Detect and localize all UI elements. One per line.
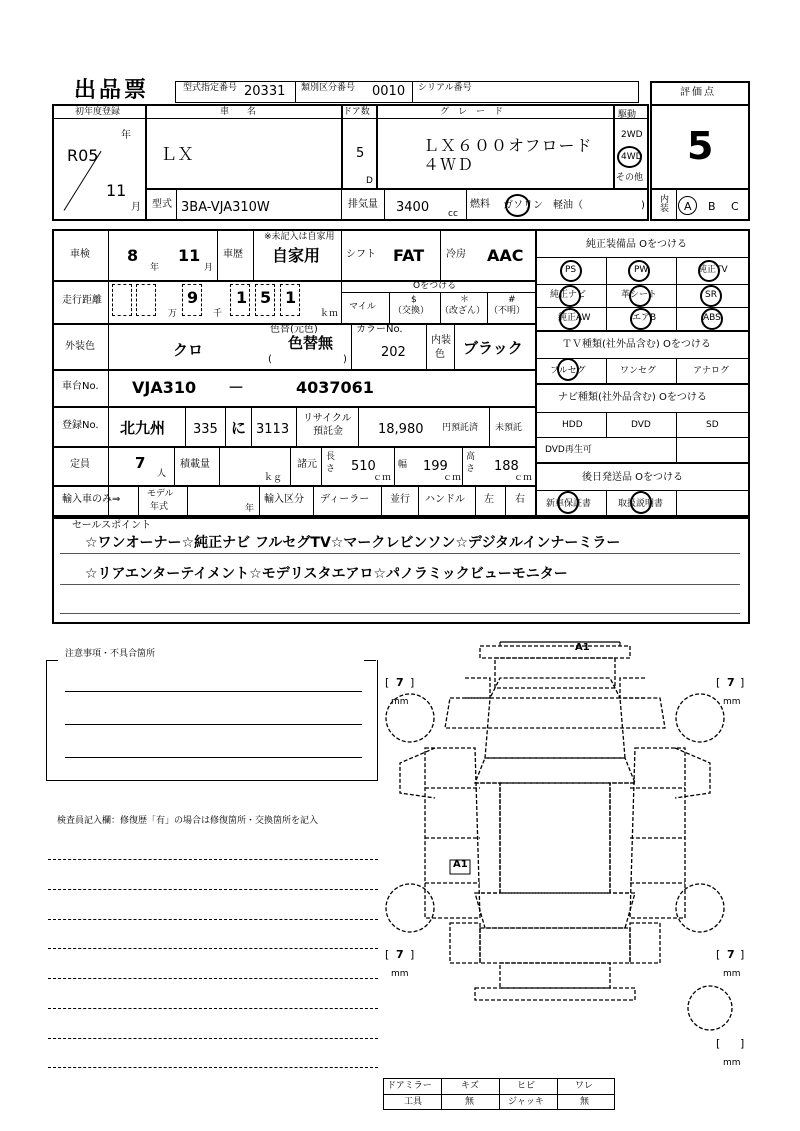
legend-r3: 無 [580,1097,590,1107]
mileage-sen: 千 [213,309,223,319]
tire-fl-bracket: [ [385,676,390,689]
equip-pw: PW [634,265,649,275]
length-unit: ｃｍ [373,473,392,483]
interior-color-label2: 色 [435,349,445,360]
recycle-label2: 預託金 [313,426,343,437]
import-dealer: ディーラー [320,494,370,505]
equip-ps: PS [565,265,577,275]
equip-aw: 純正AW [558,313,591,323]
mileage-unknown-a: # [508,295,516,305]
chassis-number: 4037061 [296,378,374,397]
model-year-label2: 年式 [150,502,169,512]
legend-r0: 工具 [404,1097,423,1107]
load-label: 積載量 [180,459,210,470]
fuel-gasoline-circle [505,194,530,217]
tire-fr-bracket: [ [716,676,721,689]
later-manual: 取扱説明書 [618,499,664,509]
serial-label: シリアル番号 [418,83,472,93]
class-no-label: 類別区分番号 [301,83,356,93]
import-parallel: 並行 [390,494,410,505]
ac-label: 冷房 [446,249,466,260]
model-year-unit: 年 [245,504,255,514]
history-note: ※未記入は自家用 [264,232,335,242]
interior-color-value: ブラック [463,339,523,357]
legend-h0: ドアミラー [387,1081,432,1091]
grade-label: グ レ ー ド [440,107,504,117]
inspection-year-unit: 年 [150,263,160,273]
tire-spare-bracket: [ [716,1037,721,1050]
recycle-label1: リサイクル [303,413,352,424]
recycle-value: 18,980 [378,422,424,437]
notes-label: 注意事項・不具合箇所 [65,649,156,659]
model-year-label1: モデル [147,489,174,499]
mileage-digit1: 9 [187,288,199,307]
interior-a-circle [678,196,697,215]
capacity-value: 7 [135,454,146,472]
inspection-month-unit: 月 [204,263,214,273]
width-unit: ｃｍ [443,473,462,483]
registration-number: 3113 [256,422,290,437]
drive-4wd-circle [617,146,642,168]
tire-rl-bracket: [ [385,948,390,961]
sales-point-line2: ☆リアエンターテイメント☆モデリスタエアロ☆パノラミックビューモニター [85,566,568,582]
navi-dvd-play: DVD再生可 [545,445,592,455]
later-warranty-circle [557,491,579,514]
tire-fl-bracket-close: ] [410,676,415,689]
tire-rl-unit: mm [391,969,409,979]
car-name-value: ＬＸ [160,145,194,165]
exterior-color-label: 外装色 [65,341,95,352]
tire-fr-value: 7 [727,676,735,689]
color-no-label: カラーNo. [356,324,403,335]
height-label: 高さ [466,452,476,474]
capacity-label: 定員 [70,459,90,470]
notes-bracket [46,660,378,781]
page-title: 出品票 [74,78,150,103]
fuel-gasoline: ガソリン [503,200,543,211]
interior-label: 内装 [660,195,670,214]
tire-rr-bracket-close: ] [740,948,745,961]
history-value: 自家用 [272,246,321,265]
registration-area: 北九州 [120,419,166,437]
score-value: 5 [687,124,714,168]
shift-label: シフト [346,249,376,260]
color-no-value: 202 [381,345,406,360]
type-no-value: 20331 [244,84,286,99]
mileage-label: 走行距離 [62,295,102,306]
handle-label: ハンドル [425,494,465,505]
equip-leather: 革シート [621,290,658,300]
navi-hdd: HDD [562,420,583,430]
tire-rr-unit: mm [723,969,741,979]
grade-line2: ４ＷＤ [423,155,475,174]
tire-rl-value: 7 [396,948,404,961]
tire-rr-value: 7 [727,948,735,961]
damage-a1-side: A1 [453,859,468,870]
interior-color-label1: 内装 [431,335,451,346]
capacity-unit: 人 [157,469,167,479]
registration-label: 登録No. [62,420,99,431]
tire-fl-value: 7 [396,676,404,689]
drive-2wd: 2WD [621,130,643,140]
tire-fr-bracket-close: ] [740,676,745,689]
mileage-exchange-b: （交換） [393,306,430,316]
mileage-digit3: 5 [260,288,272,307]
legend-h3: ワレ [575,1081,594,1091]
year-unit: 年 [121,130,131,141]
displacement-value: 3400 [396,200,430,215]
doors-value: 5 [356,146,365,161]
tv-analog: アナログ [693,366,730,376]
dims-label: 諸元 [297,459,317,470]
damage-a1-top: A1 [575,642,590,653]
equip-airbag: エアB [632,313,657,323]
recycle-paid: 円預託済 [442,423,479,433]
navi-dvd: DVD [631,420,651,430]
registration-kana: に [231,419,247,437]
recolor-value: 色替無 [288,334,334,352]
width-label: 幅 [398,460,408,470]
tire-fl-unit: mm [391,697,409,707]
height-value: 188 [494,459,519,474]
recolor-paren-open: ( [268,354,272,365]
first-reg-era: R05 [67,146,99,165]
registration-class: 335 [193,422,218,437]
month-unit: 月 [131,202,141,213]
inspector-label: 検査員記入欄：修復歴「有」の場合は修復箇所・交換箇所を記入 [57,816,319,826]
tire-spare-bracket-close: ] [740,1037,745,1050]
displacement-unit: cc [448,209,458,219]
type-no-label: 型式指定番号 [183,83,238,93]
chassis-prefix: VJA310 [132,378,197,397]
inspection-month: 11 [178,246,201,265]
mileage-exchange-a: $ [411,295,417,305]
recolor-paren-close: ) [343,354,347,365]
interior-b: B [708,200,716,213]
later-title: 後日発送品 Oをつける [582,472,684,483]
interior-c: C [731,200,739,213]
exterior-color-value: クロ [173,341,204,359]
doors-label: ドア数 [343,107,370,117]
import-label: 輸入車のみ⇒ [62,494,121,505]
car-name-label: 車 名 [220,107,257,117]
car-diagram [380,638,750,1058]
sales-point-label: セールスポイント [72,520,152,531]
fuel-diesel-close: ) [641,200,645,211]
score-label: 評価点 [680,87,716,98]
mileage-man: 万 [168,309,178,319]
navi-title: ナビ種類(社外品含む) Oをつける [558,392,707,403]
tire-rl-bracket-close: ] [410,948,415,961]
drive-other: その他 [616,173,644,183]
first-reg-month: 11 [106,181,127,200]
tv-fullseg: フルセグ [550,366,586,376]
height-unit: ｃｍ [514,473,533,483]
history-label: 車歴 [223,249,243,260]
first-reg-label: 初年度登録 [75,107,121,117]
navi-sd: SD [706,420,719,430]
displacement-label: 排気量 [348,199,378,210]
recolor-label: 色替(元色) [270,324,318,335]
inspection-label: 車検 [70,249,90,260]
sales-point-line1: ☆ワンオーナー☆純正ナビ フルセグTV☆マークレビンソン☆デジタルインナーミラー [85,535,621,551]
tv-title: ＴＶ種類(社外品含む) Oをつける [562,339,711,350]
drive-label: 駆動 [618,110,637,120]
equip-tv: 純正TV [698,265,728,275]
legend-r1: 無 [465,1097,475,1107]
later-warranty: 新車保証書 [546,499,592,509]
width-value: 199 [423,459,448,474]
import-div-label: 輸入区分 [264,494,304,505]
mileage-unknown-b: （不明） [489,306,526,316]
legend-r2: ジャッキ [508,1097,544,1107]
chassis-dash: － [228,378,245,397]
shift-value: FAT [393,246,425,265]
length-label: 長さ [326,452,336,474]
legend-h2: ヒビ [517,1081,536,1091]
grade-line1: ＬＸ６００オフロード [423,136,593,155]
equipment-title: 純正装備品 Oをつける [586,239,688,250]
drive-4wd: 4WD [621,152,643,162]
equip-abs: ABS [703,313,721,323]
class-no-value: 0010 [372,84,406,99]
model-value: 3BA-VJA310W [181,200,270,215]
recycle-unpaid: 未預託 [495,423,523,433]
legend-h1: キズ [461,1081,479,1091]
tire-fr-unit: mm [723,697,741,707]
handle-left: 左 [484,494,494,505]
mileage-circle-note: Oをつける [413,281,457,291]
mileage-altered-b: （改ざん） [440,306,486,316]
door-unit: D [366,176,373,186]
fuel-label: 燃料 [470,199,490,210]
mileage-digit4: 1 [285,288,297,307]
mileage-mile: マイル [349,302,376,312]
tv-oneseg: ワンセグ [620,366,657,376]
tire-rr-bracket: [ [716,948,721,961]
load-unit: ｋｇ [264,473,283,483]
chassis-label: 車台No. [62,381,99,392]
interior-a: A [684,200,692,213]
later-manual-circle [630,491,652,514]
handle-right: 右 [515,494,525,505]
tire-spare-unit: mm [723,1058,741,1068]
equip-sr: SR [705,290,717,300]
mileage-km: ｋｍ [320,309,339,319]
equip-navi: 純正ナビ [550,290,587,300]
model-label: 型式 [152,199,172,210]
mileage-altered-a: ＊ [460,295,470,305]
mileage-digit2: 1 [236,288,248,307]
fuel-diesel: 軽油（ [553,200,583,211]
length-value: 510 [351,459,376,474]
ac-value: AAC [487,246,524,265]
inspection-year: 8 [127,246,139,265]
tv-fullseg-circle [557,358,579,381]
